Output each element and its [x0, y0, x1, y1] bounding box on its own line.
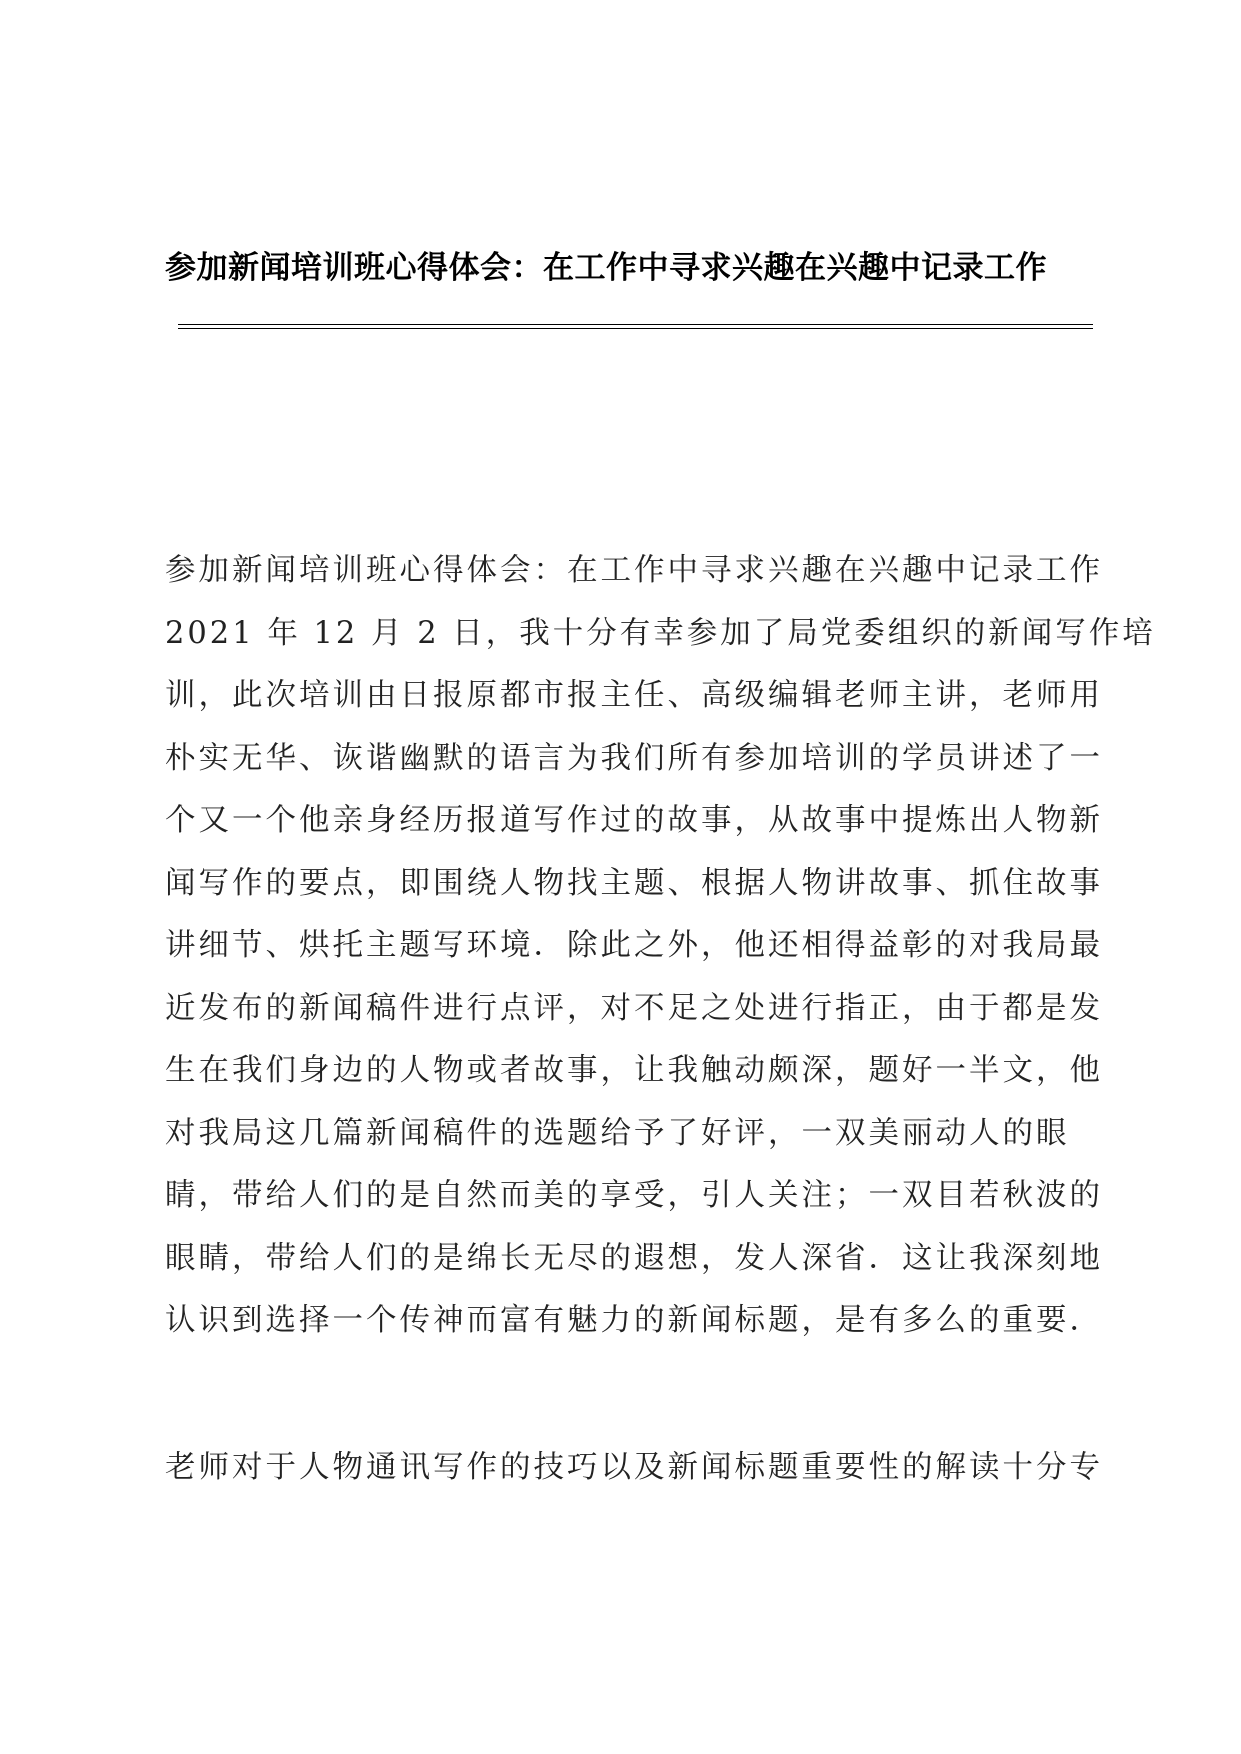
- text-line: 闻写作的要点，即围绕人物找主题、根据人物讲故事、抓住故事: [165, 865, 1103, 901]
- text-line: 近发布的新闻稿件进行点评，对不足之处进行指正，由于都是发: [165, 990, 1103, 1026]
- text-line: 对我局这几篇新闻稿件的选题给予了好评，一双美丽动人的眼: [165, 1115, 1070, 1151]
- text-line: 2021 年 12 月 2 日，我十分有幸参加了局党委组织的新闻写作培: [165, 615, 1156, 651]
- text-line: 睛，带给人们的是自然而美的享受，引人关注；一双目若秋波的: [165, 1178, 1103, 1213]
- text-line: 老师对于人物通讯写作的技巧以及新闻标题重要性的解读十分专: [165, 1450, 1103, 1485]
- text-line: 讲细节、烘托主题写环境．除此之外，他还相得益彰的对我局最: [165, 928, 1103, 963]
- text-line: 生在我们身边的人物或者故事，让我触动颇深，题好一半文，他: [165, 1053, 1103, 1088]
- body-paragraph-2: [165, 1437, 1103, 1500]
- text-line: 眼睛，带给人们的是绵长无尽的遐想，发人深省．这让我深刻地: [165, 1240, 1103, 1276]
- text-line: 认识到选择一个传神而富有魅力的新闻标题，是有多么的重要．: [165, 1303, 1103, 1338]
- document-title: 参加新闻培训班心得体会：在工作中寻求兴趣在兴趣中记录工作: [165, 250, 1047, 286]
- text-line: 个又一个他亲身经历报道写作过的故事，从故事中提炼出人物新: [165, 803, 1103, 838]
- text-line: 训，此次培训由日报原都市报主任、高级编辑老师主讲，老师用: [165, 678, 1103, 713]
- title-double-rule: [178, 324, 1093, 329]
- text-line: 参加新闻培训班心得体会：在工作中寻求兴趣在兴趣中记录工作: [165, 553, 1103, 588]
- body-paragraph-1: [165, 540, 1156, 1353]
- text-line: 朴实无华、诙谐幽默的语言为我们所有参加培训的学员讲述了一: [165, 740, 1103, 776]
